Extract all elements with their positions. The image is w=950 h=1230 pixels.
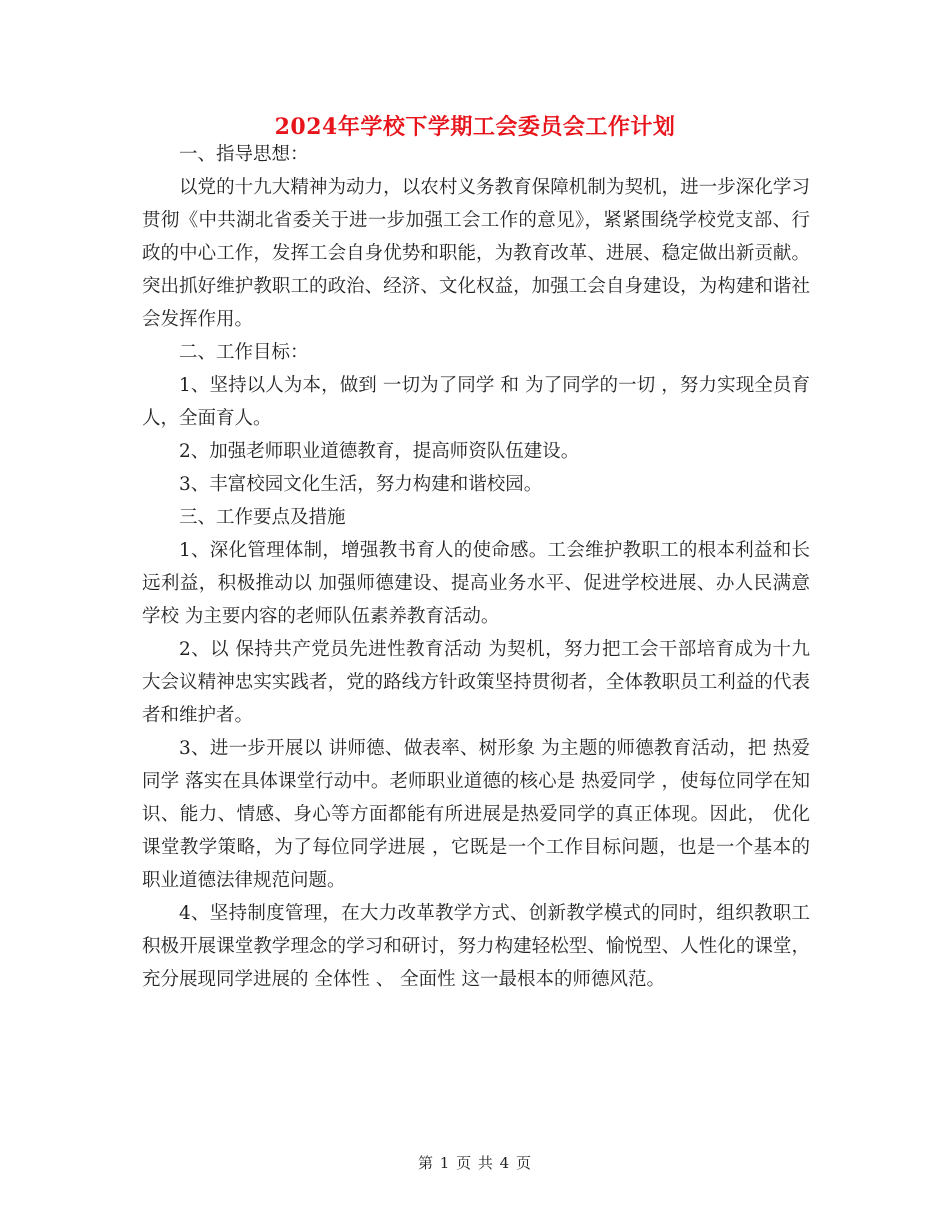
paragraph-measure-2: 2、以 保持共产党员先进性教育活动 为契机，努力把工会干部培育成为十九大会议精神忠实实践者，党的路线方针政策坚持贯彻者，全体教职员工利益的代表者和维护者。 bbox=[142, 639, 810, 726]
paragraph-goal-2: 2、加强老师职业道德教育，提高师资队伍建设。 bbox=[179, 441, 580, 462]
page-number-footer: 第 1 页 共 4 页 bbox=[418, 1154, 532, 1172]
section-heading-key-points: 三、工作要点及措施 bbox=[179, 507, 346, 528]
paragraph-measure-1: 1、深化管理体制，增强教书育人的使命感。工会维护教职工的根本利益和长远利益，积极推动以 加强师德建设、提高业务水平、促进学校进展、办人民满意学校 为主要内容的老师队伍素养教育活动。 bbox=[142, 540, 810, 627]
paragraph-measure-3: 3、进一步开展以 讲师德、做表率、树形象 为主题的师德教育活动，把 热爱同学 落实在具体课堂行动中。老师职业道德的核心是 热爱同学 ，使每位同学在知识、能力、情感、身心等方面都能有所进展是热爱同学的真正体现。因此， 优化课堂教学策略，为了每位同学进展 ，它既是一个工作目标问题，也是一个基本的职业道德法律规范问题。 bbox=[142, 738, 810, 891]
document-body bbox=[142, 138, 810, 996]
paragraph-guiding-ideology: 以党的十九大精神为动力，以农村义务教育保障机制为契机，进一步深化学习贯彻《中共湖北省委关于进一步加强工会工作的意见》，紧紧围绕学校党支部、行政的中心工作，发挥工会自身优势和职能，为教育改革、进展、稳定做出新贡献。突出抓好维护教职工的政治、经济、文化权益，加强工会自身建设，为构建和谐社会发挥作用。 bbox=[142, 177, 810, 330]
paragraph-measure-4: 4、坚持制度管理，在大力改革教学方式、创新教学模式的同时，组织教职工积极开展课堂教学理念的学习和研讨，努力构建轻松型、愉悦型、人性化的课堂，充分展现同学进展的 全体性 、 全面性 这一最根本的师德风范。 bbox=[142, 903, 810, 990]
document-title: 2024年学校下学期工会委员会工作计划 bbox=[274, 114, 676, 140]
section-heading-work-goals: 二、工作目标： bbox=[179, 342, 309, 363]
paragraph-goal-1: 1、坚持以人为本，做到 一切为了同学 和 为了同学的一切 ，努力实现全员育人，全面育人。 bbox=[142, 375, 810, 429]
paragraph-goal-3: 3、丰富校园文化生活，努力构建和谐校园。 bbox=[179, 474, 543, 495]
section-heading-guiding-ideology: 一、指导思想： bbox=[179, 144, 309, 165]
